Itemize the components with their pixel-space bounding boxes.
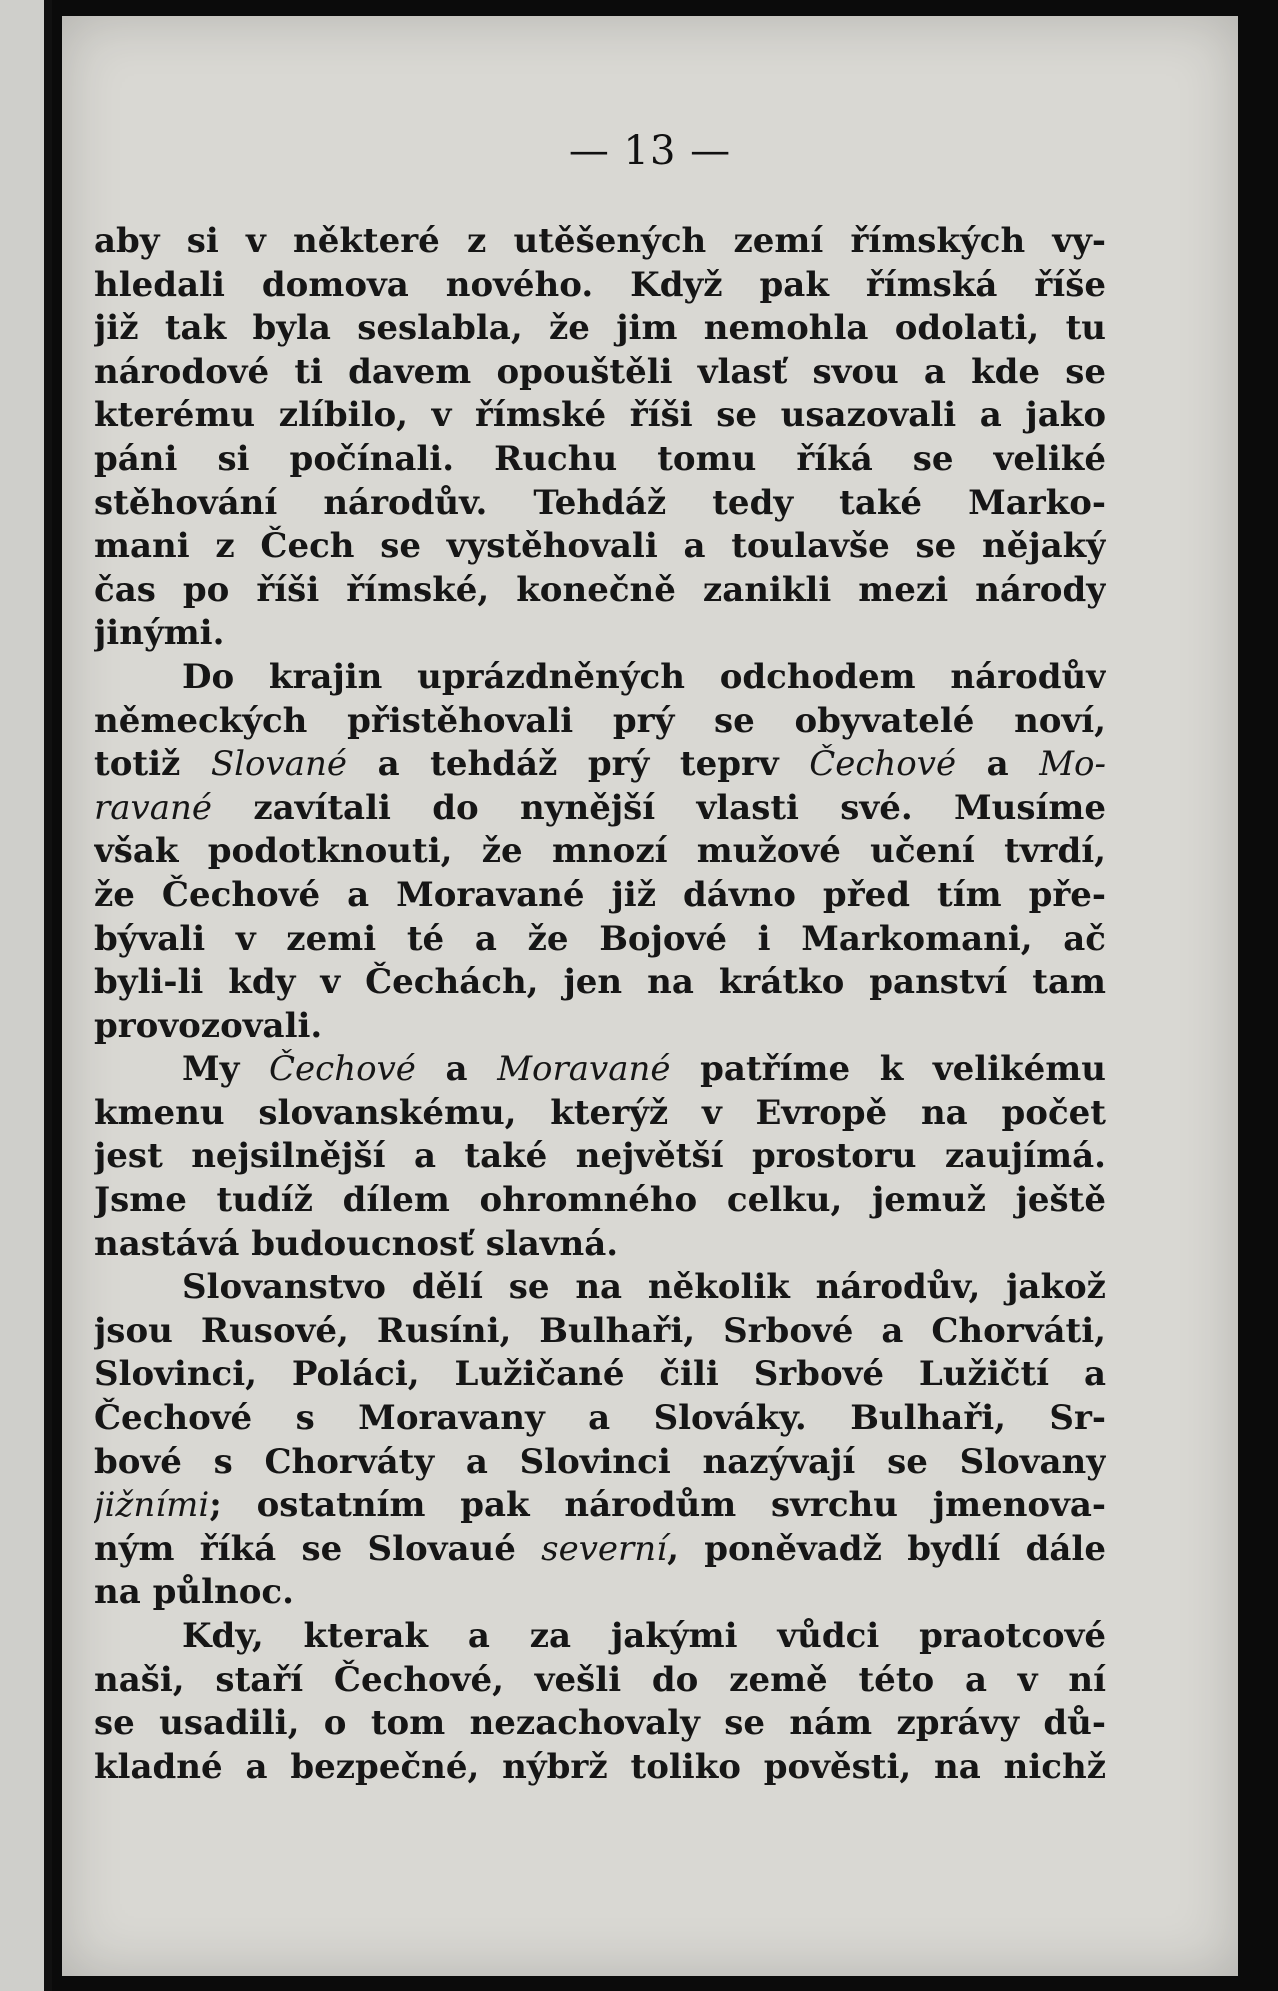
text-segment: na půlnoc.	[94, 1572, 294, 1613]
text-segment: patříme k velikému	[670, 1049, 1106, 1090]
text-segment: národové ti davem opouštěli vlasť svou a kde se	[94, 351, 1106, 392]
text-segment: ; ostatním pak národům svrchu jmenova-	[209, 1485, 1106, 1526]
text-line	[94, 612, 1106, 656]
text-line	[94, 700, 1106, 744]
body-text	[94, 220, 1106, 1789]
text-line	[94, 918, 1106, 962]
text-segment: Čechové s Moravany a Slováky. Bulhaři, Sr-	[94, 1398, 1106, 1439]
text-line	[94, 1484, 1106, 1528]
text-segment: bové s Chorváty a Slovinci nazývají se Slovany	[94, 1441, 1106, 1482]
text-line	[94, 787, 1106, 831]
text-line	[94, 264, 1106, 308]
text-line	[94, 961, 1106, 1005]
text-segment: jinými.	[94, 613, 225, 654]
text-segment: že Čechové a Moravané již dávno před tím pře-	[94, 874, 1106, 915]
text-segment: provozovali.	[94, 1005, 323, 1046]
text-segment: německých přistěhovali prý se obyvatelé noví,	[94, 700, 1106, 741]
text-line	[94, 438, 1106, 482]
page-number: — 13 —	[568, 128, 732, 174]
text-segment: totiž	[94, 744, 211, 785]
text-line	[94, 1092, 1106, 1136]
italic-text-segment: ravané	[94, 787, 213, 828]
text-line	[94, 1223, 1106, 1267]
text-line	[94, 1441, 1106, 1485]
facing-page-edge	[0, 0, 52, 1991]
text-segment: se usadili, o tom nezachovaly se nám zprávy dů-	[94, 1703, 1106, 1744]
text-segment: mani z Čech se vystěhovali a toulavše se nějaký	[94, 526, 1106, 567]
text-segment: ným říká se Slovaué	[94, 1528, 542, 1569]
italic-text-segment: Mo-	[1039, 744, 1106, 785]
text-segment: naši, staří Čechové, vešli do země této a v ní	[94, 1659, 1106, 1700]
text-segment: již tak byla seslabla, že jim nemohla odolati, tu	[94, 308, 1106, 349]
text-line	[94, 656, 1106, 700]
text-line	[94, 1702, 1106, 1746]
text-segment: jsou Rusové, Rusíni, Bulhaři, Srbové a Chorváti,	[94, 1310, 1106, 1351]
text-segment: hledali domova nového. Když pak římská říše	[94, 264, 1106, 305]
text-line	[94, 1659, 1106, 1703]
text-segment: Kdy, kterak a za jakými vůdci praotcové	[182, 1616, 1106, 1656]
text-segment: nastává budoucnosť slavná.	[94, 1223, 619, 1264]
text-segment: Slovinci, Poláci, Lužičané čili Srbové Lužičtí a	[94, 1354, 1106, 1395]
text-segment: stěhování národův. Tehdáž tedy také Marko-	[94, 482, 1106, 523]
text-segment: bývali v zemi té a že Bojové i Markomani, ač	[94, 918, 1106, 959]
text-segment: aby si v některé z utěšených zemí římských vy-	[94, 221, 1106, 261]
text-line	[94, 1135, 1106, 1179]
italic-text-segment: Moravané	[497, 1049, 671, 1090]
italic-text-segment: severní	[541, 1528, 668, 1569]
text-segment: a tehdáž prý teprv	[347, 744, 810, 785]
text-segment: Slovanstvo dělí se na několik národův, jakož	[182, 1267, 1106, 1308]
text-segment: kmenu slovanskému, kterýž v Evropě na počet	[94, 1092, 1106, 1133]
text-segment: byli-li kdy v Čechách, jen na krátko panství tam	[94, 962, 1106, 1003]
text-line	[94, 1179, 1106, 1223]
text-line	[94, 220, 1106, 264]
text-line	[94, 874, 1106, 918]
text-line	[94, 1571, 1106, 1615]
text-segment: Jsme tudíž dílem ohromného celku, jemuž ještě	[94, 1180, 1106, 1221]
text-line	[94, 1397, 1106, 1441]
text-line	[94, 1353, 1106, 1397]
text-line	[94, 525, 1106, 569]
text-segment: kterému zlíbilo, v římské říši se usazovali a jako	[94, 395, 1106, 436]
italic-text-segment: Slované	[210, 744, 348, 785]
italic-text-segment: Čechové	[809, 744, 957, 785]
text-line	[94, 394, 1106, 438]
text-line	[94, 482, 1106, 526]
text-segment: čas po říši římské, konečně zanikli mezi národy	[94, 569, 1106, 610]
text-line	[94, 569, 1106, 613]
italic-text-segment: jižními	[94, 1485, 210, 1526]
text-segment: , poněvadž bydlí dále	[667, 1528, 1106, 1569]
text-line	[94, 351, 1106, 395]
text-segment: zavítali do nynější vlasti své. Musíme	[212, 787, 1106, 828]
text-segment: a	[956, 744, 1040, 785]
italic-text-segment: Čechové	[269, 1049, 416, 1090]
text-segment: jest nejsilnější a také největší prostoru zaujímá.	[94, 1136, 1106, 1177]
text-segment: Do krajin uprázdněných odchodem národův	[182, 656, 1106, 697]
text-line	[94, 743, 1106, 787]
text-segment: však podotknouti, že mnozí mužové učení tvrdí,	[94, 831, 1106, 872]
text-line	[94, 1266, 1106, 1310]
text-line	[94, 307, 1106, 351]
text-segment: a	[415, 1049, 498, 1090]
text-line	[94, 1746, 1106, 1790]
text-line	[94, 830, 1106, 874]
text-segment: kladné a bezpečné, nýbrž toliko pověsti, na nichž	[94, 1746, 1106, 1787]
text-line	[94, 1310, 1106, 1354]
text-segment: My	[182, 1049, 270, 1090]
text-segment: páni si počínali. Ruchu tomu říká se veliké	[94, 438, 1106, 479]
text-line	[94, 1005, 1106, 1049]
text-line	[94, 1615, 1106, 1659]
text-line	[94, 1048, 1106, 1092]
text-line	[94, 1528, 1106, 1572]
